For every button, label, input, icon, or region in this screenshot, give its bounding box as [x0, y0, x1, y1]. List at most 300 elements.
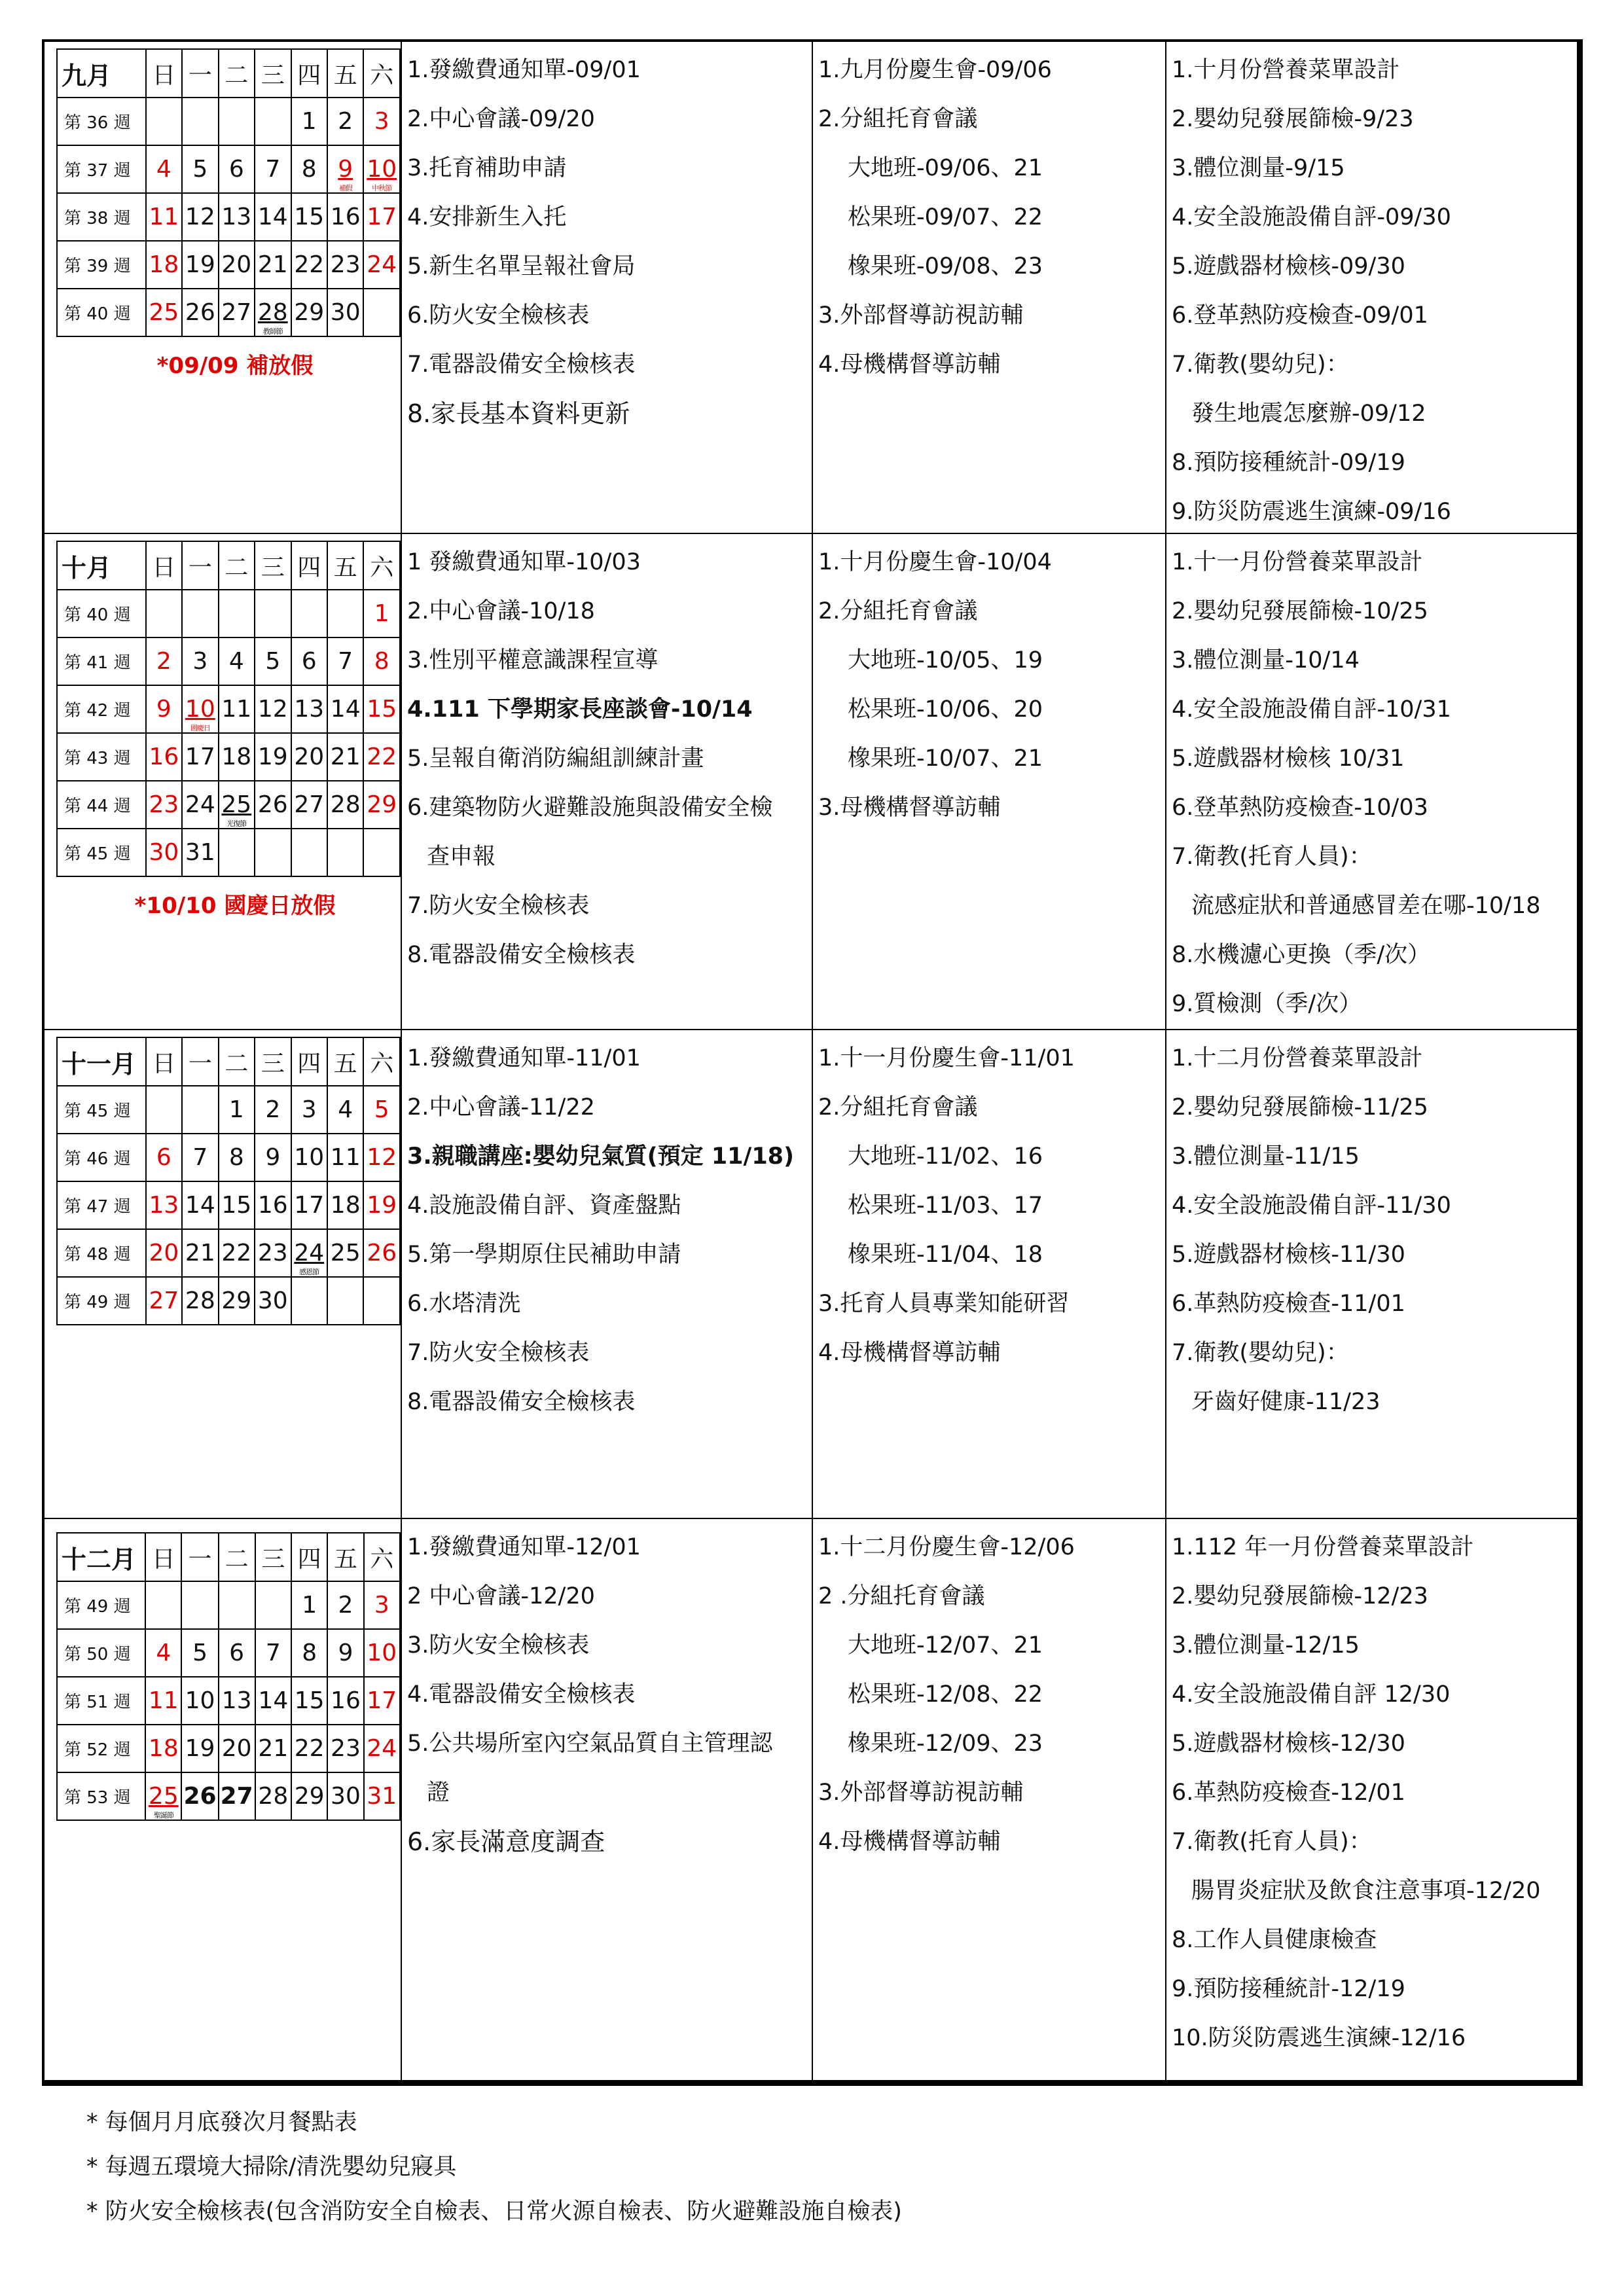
weekday-header: 四	[291, 49, 327, 98]
weekday-header: 六	[363, 541, 400, 590]
day-number: 24	[294, 1240, 325, 1266]
day-cell	[146, 590, 182, 637]
day-cell: 7	[327, 637, 363, 685]
weekday-header: 三	[255, 1533, 291, 1581]
holiday-note: 教師節	[262, 327, 283, 336]
day-cell: 4	[146, 145, 182, 193]
weekday-header: 一	[182, 49, 218, 98]
day-cell: 22	[219, 1229, 255, 1277]
day-cell: 25	[327, 1229, 363, 1277]
task-item: 2.中心會議-11/22	[407, 1094, 595, 1121]
day-cell: 8	[291, 1629, 327, 1677]
task-subitem: 腸胃炎症狀及飲食注意事項-12/20	[1191, 1878, 1541, 1904]
day-cell: 17	[291, 1181, 327, 1229]
day-cell: 7	[182, 1134, 218, 1181]
task-item: 6.水塔清洗	[407, 1291, 521, 1317]
holiday-note: 光復節	[226, 819, 247, 828]
task-item: 6.登革熱防疫檢查-09/01	[1172, 302, 1428, 329]
day-cell: 29	[363, 781, 400, 829]
day-cell: 8	[219, 1134, 255, 1181]
day-cell	[363, 289, 400, 336]
calendar-november	[45, 1030, 402, 1519]
task-subitem: 流感症狀和普通感冒差在哪-10/18	[1191, 893, 1541, 919]
task-item: 5.遊戲器材檢核-11/30	[1172, 1242, 1405, 1268]
task-item: 1.發繳費通知單-12/01	[407, 1534, 641, 1560]
admin-tasks-september	[402, 42, 813, 534]
task-item: 2 .分組托育會議	[818, 1583, 985, 1609]
day-cell: 20	[291, 733, 327, 781]
footnote: * 每週五環境大掃除/清洗嬰幼兒寢具	[86, 2154, 457, 2180]
footnote: * 防火安全檢核表(包含消防安全自檢表、日常火源自檢表、防火避難設施自檢表)	[86, 2198, 902, 2225]
task-item: 6.家長滿意度調查	[407, 1827, 605, 1856]
task-item: 7.防火安全檢核表	[407, 893, 590, 919]
day-cell: 9	[327, 1629, 363, 1677]
day-cell: 18	[145, 1725, 181, 1772]
task-item: 1.發繳費通知單-09/01	[407, 57, 641, 83]
day-cell: 25	[146, 289, 182, 336]
day-cell: 10	[364, 1629, 400, 1677]
health-tasks-december	[1166, 1519, 1577, 2080]
task-subitem: 大地班-10/05、19	[848, 647, 1043, 673]
day-cell: 2	[146, 637, 182, 685]
calendar-december	[45, 1519, 402, 2080]
weekday-header: 二	[219, 49, 255, 98]
day-cell: 4	[145, 1629, 181, 1677]
weekday-header: 六	[363, 49, 400, 98]
day-cell: 3	[291, 1086, 327, 1134]
day-cell: 24	[182, 781, 218, 829]
day-cell: 4	[219, 637, 255, 685]
day-cell: 14	[327, 685, 363, 733]
task-item: 8.電器設備安全檢核表	[407, 1389, 636, 1415]
calendar-grid	[56, 1532, 401, 1821]
task-item: 2.嬰幼兒發展篩檢-12/23	[1172, 1583, 1428, 1609]
day-number: 28	[257, 299, 288, 326]
calendar-october	[45, 534, 402, 1030]
task-subitem: 證	[427, 1780, 450, 1806]
task-item: 3.性別平權意識課程宣導	[407, 647, 659, 673]
day-cell: 16	[327, 1677, 363, 1725]
task-item: 4.母機構督導訪輔	[818, 351, 1001, 378]
holiday-note: 補假	[338, 184, 352, 192]
day-cell: 19	[363, 1181, 400, 1229]
day-cell: 20	[219, 1725, 255, 1772]
day-cell	[255, 289, 291, 336]
task-item: 4.安排新生入托	[407, 204, 567, 230]
day-cell: 8	[363, 637, 400, 685]
day-cell: 21	[255, 1725, 291, 1772]
task-item: 2.分組托育會議	[818, 106, 978, 132]
day-cell	[291, 1277, 327, 1325]
weekday-header: 六	[363, 1037, 400, 1086]
week-label: 第 44 週	[57, 781, 146, 829]
day-cell: 12	[182, 193, 218, 241]
day-number: 10	[185, 696, 215, 723]
task-item: 1.十二月份慶生會-12/06	[818, 1534, 1075, 1560]
day-cell: 24	[363, 241, 400, 289]
month-name: 九月	[57, 49, 146, 98]
task-item: 4.111 下學期家長座談會-10/14	[407, 696, 753, 723]
day-cell: 14	[182, 1181, 218, 1229]
task-item: 6.建築物防火避難設施與設備安全檢	[407, 795, 773, 821]
day-cell: 23	[255, 1229, 291, 1277]
task-item: 8.水機濾心更換（季/次）	[1172, 942, 1431, 968]
day-cell	[327, 590, 363, 637]
weekday-header: 三	[255, 541, 291, 590]
day-cell: 22	[363, 733, 400, 781]
day-cell: 4	[327, 1086, 363, 1134]
week-label: 第 46 週	[57, 1134, 146, 1181]
task-subitem: 橡果班-10/07、21	[848, 745, 1043, 772]
weekday-header: 五	[327, 49, 363, 98]
task-item: 3.托育人員專業知能研習	[818, 1291, 1070, 1317]
weekday-header: 日	[145, 1533, 181, 1581]
weekday-header: 四	[291, 541, 327, 590]
day-cell: 19	[255, 733, 291, 781]
day-cell: 30	[327, 289, 363, 336]
weekday-header: 二	[219, 1533, 255, 1581]
day-cell	[327, 829, 363, 876]
holiday-note: 國慶日	[190, 724, 210, 732]
day-cell: 1	[291, 98, 327, 145]
task-item: 6.革熱防疫檢查-11/01	[1172, 1291, 1405, 1317]
day-cell: 1	[363, 590, 400, 637]
task-item: 3.外部督導訪視訪輔	[818, 1780, 1024, 1806]
day-cell: 17	[182, 733, 218, 781]
task-item: 4.安全設施設備自評-11/30	[1172, 1193, 1451, 1219]
day-cell: 16	[255, 1181, 291, 1229]
task-item: 7.防火安全檢核表	[407, 1340, 590, 1366]
task-item: 5.呈報自衛消防編組訓練計畫	[407, 745, 704, 772]
day-cell: 3	[364, 1581, 400, 1629]
day-cell: 16	[146, 733, 182, 781]
task-item: 2 中心會議-12/20	[407, 1583, 595, 1609]
task-item: 4.安全設施設備自評 12/30	[1172, 1681, 1451, 1708]
week-label: 第 51 週	[57, 1677, 145, 1725]
day-cell: 22	[291, 241, 327, 289]
day-cell	[146, 98, 182, 145]
weekday-header: 三	[255, 49, 291, 98]
day-cell: 13	[146, 1181, 182, 1229]
calendar-grid	[56, 541, 401, 877]
admin-tasks-october	[402, 534, 813, 1030]
day-cell: 18	[146, 241, 182, 289]
task-item: 3.體位測量-12/15	[1172, 1632, 1360, 1659]
day-cell	[146, 1086, 182, 1134]
day-cell: 7	[255, 1629, 291, 1677]
week-label: 第 49 週	[57, 1277, 146, 1325]
day-cell: 21	[182, 1229, 218, 1277]
day-cell: 6	[146, 1134, 182, 1181]
day-cell: 2	[327, 1581, 363, 1629]
task-item: 9.防災防震逃生演練-09/16	[1172, 499, 1451, 525]
weekday-header: 二	[219, 541, 255, 590]
day-cell: 1	[219, 1086, 255, 1134]
task-item: 9.質檢測（季/次）	[1172, 991, 1362, 1017]
task-item: 5.第一學期原住民補助申請	[407, 1242, 681, 1268]
task-item: 7.電器設備安全檢核表	[407, 351, 636, 378]
weekday-header: 五	[327, 1037, 363, 1086]
month-name: 十二月	[57, 1533, 145, 1581]
task-item: 7.衛教(嬰幼兒)：	[1172, 351, 1349, 378]
day-cell: 26	[255, 781, 291, 829]
holiday-note: 感恩節	[299, 1268, 319, 1276]
task-item: 10.防災防震逃生演練-12/16	[1172, 2025, 1466, 2051]
day-cell	[255, 829, 291, 876]
day-cell	[363, 145, 400, 193]
task-item: 1.十一月份營養菜單設計	[1172, 549, 1423, 575]
day-cell: 19	[181, 1725, 218, 1772]
day-cell	[145, 1581, 181, 1629]
weekday-header: 二	[219, 1037, 255, 1086]
week-label: 第 45 週	[57, 829, 146, 876]
task-item: 1.112 年一月份營養菜單設計	[1172, 1534, 1474, 1560]
day-cell: 15	[291, 193, 327, 241]
day-cell: 21	[255, 241, 291, 289]
day-cell	[327, 1277, 363, 1325]
day-cell: 10	[291, 1134, 327, 1181]
day-cell: 27	[219, 1772, 255, 1820]
day-cell: 14	[255, 193, 291, 241]
holiday-note-line: *10/10 國慶日放假	[134, 893, 336, 919]
health-tasks-september	[1166, 42, 1577, 534]
task-item: 6.登革熱防疫檢查-10/03	[1172, 795, 1428, 821]
day-cell: 2	[255, 1086, 291, 1134]
health-tasks-october	[1166, 534, 1577, 1030]
day-cell: 5	[255, 637, 291, 685]
day-cell	[182, 590, 218, 637]
day-cell	[219, 590, 255, 637]
holiday-note: 聖誕節	[153, 1811, 173, 1820]
task-item: 5.遊戲器材檢核-09/30	[1172, 253, 1405, 279]
day-cell	[363, 829, 400, 876]
task-item: 4.安全設施設備自評-09/30	[1172, 204, 1451, 230]
day-cell	[327, 145, 363, 193]
task-item: 1.十月份慶生會-10/04	[818, 549, 1052, 575]
activity-tasks-december	[813, 1519, 1166, 2080]
day-number: 10	[367, 156, 397, 183]
day-cell: 17	[363, 193, 400, 241]
day-cell: 21	[327, 733, 363, 781]
day-cell: 3	[363, 98, 400, 145]
task-subitem: 橡果班-12/09、23	[848, 1731, 1043, 1757]
day-cell: 12	[255, 685, 291, 733]
week-label: 第 53 週	[57, 1772, 145, 1820]
week-label: 第 39 週	[57, 241, 146, 289]
day-cell: 11	[327, 1134, 363, 1181]
day-cell: 7	[255, 145, 291, 193]
week-label: 第 48 週	[57, 1229, 146, 1277]
task-item: 7.衛教(嬰幼兒)：	[1172, 1340, 1349, 1366]
day-cell: 3	[182, 637, 218, 685]
day-cell: 29	[219, 1277, 255, 1325]
task-subitem: 松果班-11/03、17	[848, 1193, 1043, 1219]
calendar-grid	[56, 48, 401, 337]
weekday-header: 三	[255, 1037, 291, 1086]
day-cell: 13	[219, 193, 255, 241]
day-cell: 17	[364, 1677, 400, 1725]
task-item: 8.工作人員健康檢查	[1172, 1927, 1377, 1953]
day-cell: 26	[363, 1229, 400, 1277]
day-cell	[255, 1581, 291, 1629]
day-number: 9	[338, 156, 353, 183]
day-cell	[219, 1581, 255, 1629]
day-cell	[291, 1229, 327, 1277]
task-subitem: 橡果班-11/04、18	[848, 1242, 1043, 1268]
task-item: 9.預防接種統計-12/19	[1172, 1976, 1405, 2002]
day-cell: 12	[363, 1134, 400, 1181]
task-item: 1.十一月份慶生會-11/01	[818, 1045, 1075, 1071]
day-cell: 5	[363, 1086, 400, 1134]
day-cell: 30	[255, 1277, 291, 1325]
activity-tasks-november	[813, 1030, 1166, 1519]
weekday-header: 五	[327, 541, 363, 590]
day-cell: 28	[255, 1772, 291, 1820]
day-cell	[145, 1772, 181, 1820]
weekday-header: 一	[182, 541, 218, 590]
day-cell: 13	[291, 685, 327, 733]
task-subitem: 查申報	[427, 844, 496, 870]
day-cell: 26	[182, 289, 218, 336]
day-cell	[182, 685, 218, 733]
weekday-header: 日	[146, 541, 182, 590]
day-cell: 2	[327, 98, 363, 145]
task-item: 2.嬰幼兒發展篩檢-9/23	[1172, 106, 1414, 132]
day-cell: 18	[219, 733, 255, 781]
task-item: 1.十二月份營養菜單設計	[1172, 1045, 1423, 1071]
month-name: 十一月	[57, 1037, 146, 1086]
day-cell: 22	[291, 1725, 327, 1772]
day-cell: 19	[182, 241, 218, 289]
day-number: 25	[148, 1783, 179, 1810]
week-label: 第 42 週	[57, 685, 146, 733]
monthly-schedule-table	[42, 39, 1583, 2086]
day-cell: 10	[181, 1677, 218, 1725]
week-label: 第 38 週	[57, 193, 146, 241]
health-tasks-november	[1166, 1030, 1577, 1519]
task-item: 4.母機構督導訪輔	[818, 1340, 1001, 1366]
task-subitem: 松果班-10/06、20	[848, 696, 1043, 723]
task-item: 2.分組托育會議	[818, 1094, 978, 1121]
day-cell: 1	[291, 1581, 327, 1629]
weekday-header: 四	[291, 1533, 327, 1581]
day-cell: 27	[146, 1277, 182, 1325]
week-label: 第 40 週	[57, 289, 146, 336]
week-label: 第 43 週	[57, 733, 146, 781]
weekday-header: 五	[327, 1533, 363, 1581]
day-cell: 13	[219, 1677, 255, 1725]
day-cell: 23	[327, 241, 363, 289]
day-cell: 8	[291, 145, 327, 193]
day-cell	[219, 829, 255, 876]
task-item: 6.革熱防疫檢查-12/01	[1172, 1780, 1405, 1806]
day-cell: 23	[146, 781, 182, 829]
day-cell: 11	[219, 685, 255, 733]
day-cell	[363, 1277, 400, 1325]
task-item: 3.防火安全檢核表	[407, 1632, 590, 1659]
task-subitem: 大地班-12/07、21	[848, 1632, 1043, 1659]
day-cell: 6	[219, 145, 255, 193]
day-cell: 30	[146, 829, 182, 876]
weekday-header: 一	[181, 1533, 218, 1581]
day-number: 25	[221, 791, 252, 818]
task-subitem: 松果班-12/08、22	[848, 1681, 1043, 1708]
week-label: 第 47 週	[57, 1181, 146, 1229]
day-cell: 6	[291, 637, 327, 685]
task-item: 3.體位測量-10/14	[1172, 647, 1360, 673]
task-item: 1 發繳費通知單-10/03	[407, 549, 641, 575]
day-cell: 28	[327, 781, 363, 829]
task-item: 2.中心會議-10/18	[407, 598, 595, 624]
task-item: 3.親職講座:嬰幼兒氣質(預定 11/18)	[407, 1143, 795, 1170]
day-cell: 26	[181, 1772, 218, 1820]
day-cell: 23	[327, 1725, 363, 1772]
week-label: 第 37 週	[57, 145, 146, 193]
day-cell: 15	[219, 1181, 255, 1229]
task-item: 2.分組托育會議	[818, 598, 978, 624]
task-item: 2.中心會議-09/20	[407, 106, 595, 132]
task-item: 3.體位測量-9/15	[1172, 155, 1345, 181]
day-cell: 31	[364, 1772, 400, 1820]
task-item: 3.外部督導訪視訪輔	[818, 302, 1024, 329]
task-item: 7.衛教(托育人員)：	[1172, 844, 1372, 870]
week-label: 第 52 週	[57, 1725, 145, 1772]
admin-tasks-november	[402, 1030, 813, 1519]
weekday-header: 一	[182, 1037, 218, 1086]
task-item: 4.電器設備安全檢核表	[407, 1681, 636, 1708]
weekday-header: 六	[364, 1533, 400, 1581]
day-cell: 9	[255, 1134, 291, 1181]
day-cell: 27	[219, 289, 255, 336]
day-cell	[255, 590, 291, 637]
day-cell: 11	[145, 1677, 181, 1725]
weekday-header: 日	[146, 49, 182, 98]
task-item: 8.家長基本資料更新	[407, 399, 630, 428]
task-item: 4.安全設施設備自評-10/31	[1172, 696, 1451, 723]
day-cell	[255, 98, 291, 145]
day-cell	[219, 781, 255, 829]
task-subitem: 大地班-09/06、21	[848, 155, 1043, 181]
day-cell	[182, 98, 218, 145]
task-item: 3.母機構督導訪輔	[818, 795, 1001, 821]
task-item: 3.體位測量-11/15	[1172, 1143, 1360, 1170]
task-item: 5.公共場所室內空氣品質自主管理認	[407, 1731, 773, 1757]
task-subitem: 牙齒好健康-11/23	[1191, 1389, 1380, 1415]
task-item: 5.遊戲器材檢核-12/30	[1172, 1731, 1405, 1757]
day-cell	[291, 829, 327, 876]
day-cell	[219, 98, 255, 145]
day-cell: 18	[327, 1181, 363, 1229]
day-cell: 20	[219, 241, 255, 289]
holiday-note-line: *09/09 補放假	[156, 353, 314, 379]
calendar-grid	[56, 1037, 401, 1325]
day-cell: 20	[146, 1229, 182, 1277]
day-cell: 9	[146, 685, 182, 733]
task-subitem: 發生地震怎麼辦-09/12	[1191, 401, 1426, 427]
day-cell: 28	[182, 1277, 218, 1325]
task-item: 1.九月份慶生會-09/06	[818, 57, 1052, 83]
task-subitem: 大地班-11/02、16	[848, 1143, 1043, 1170]
day-cell: 5	[182, 145, 218, 193]
week-label: 第 40 週	[57, 590, 146, 637]
task-item: 8.預防接種統計-09/19	[1172, 450, 1405, 476]
day-cell: 6	[219, 1629, 255, 1677]
admin-tasks-december	[402, 1519, 813, 2080]
task-item: 4.設施設備自評、資產盤點	[407, 1193, 681, 1219]
day-cell: 31	[182, 829, 218, 876]
month-name: 十月	[57, 541, 146, 590]
task-item: 6.防火安全檢核表	[407, 302, 590, 329]
